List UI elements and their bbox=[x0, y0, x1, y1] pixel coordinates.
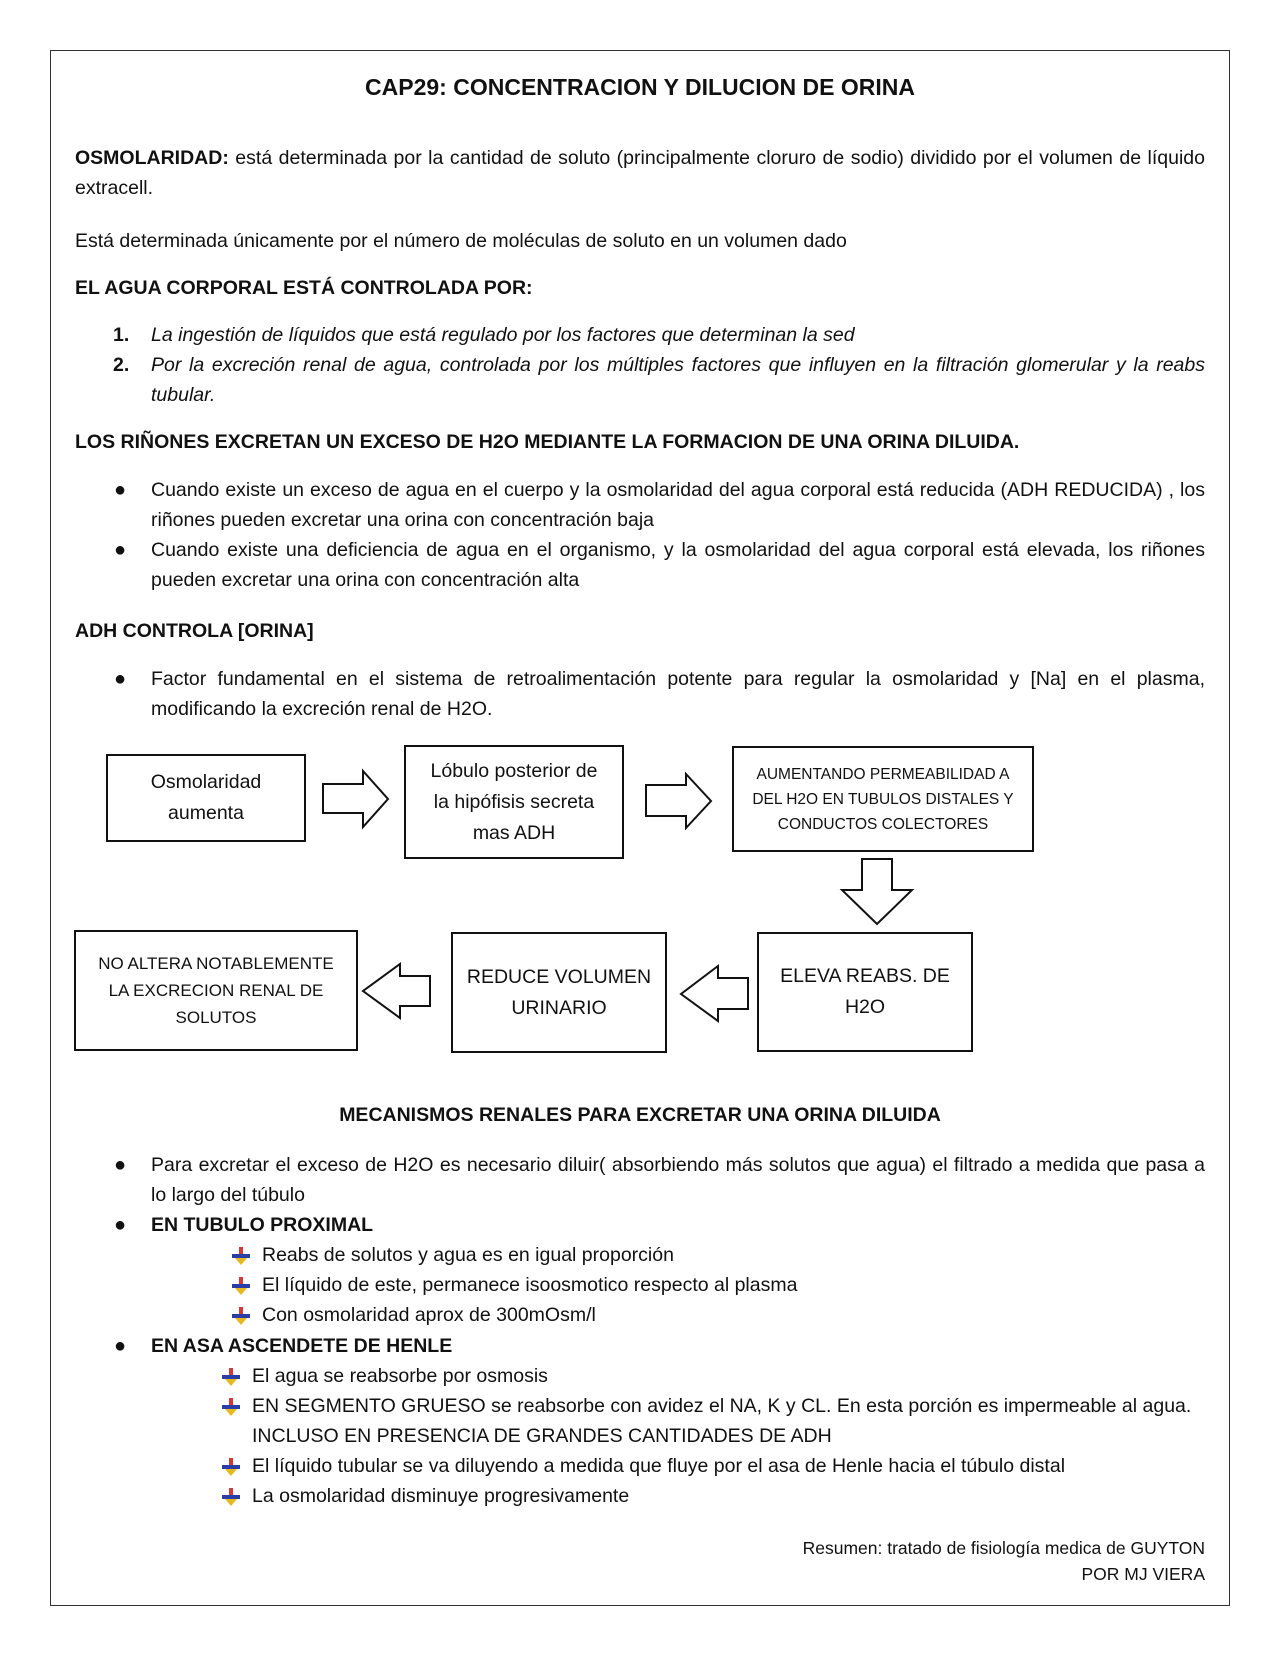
down-arrow-icon bbox=[222, 1458, 240, 1476]
flow-box-line: REDUCE VOLUMEN bbox=[466, 965, 652, 988]
down-arrow-icon bbox=[222, 1488, 240, 1506]
footer-source: Resumen: tratado de fisiología medica de GUYTON bbox=[802, 1538, 1205, 1558]
list-item-text: La ingestión de líquidos que está regulado por los factores que determinan la sed bbox=[151, 324, 855, 346]
list-number: 2. bbox=[113, 354, 130, 376]
list-item-text: EN ASA ASCENDETE DE HENLE bbox=[151, 1335, 453, 1357]
henle-heading-wrap bbox=[114, 1331, 1205, 1361]
list-item-text: Cuando existe un exceso de agua en el cuerpo y la osmolaridad del agua corporal está reducida (ADH REDUCIDA) , los riñones pueden excretar una orina con concentración baja bbox=[151, 479, 1205, 531]
list-item-text: Con osmolaridad aprox de 300mOsm/l bbox=[262, 1304, 596, 1326]
list-item bbox=[252, 1481, 1205, 1511]
list-item-text: EN TUBULO PROXIMAL bbox=[151, 1214, 374, 1236]
bullet-dot-icon: ● bbox=[114, 1154, 127, 1176]
flow-box-line: la hipófisis secreta bbox=[433, 790, 595, 813]
list-item bbox=[252, 1391, 1205, 1451]
list-item-text: Para excretar el exceso de H2O es necesario diluir( absorbiendo más solutos que agua) el filtrado a medida que pasa a lo largo del túbulo bbox=[151, 1154, 1205, 1206]
list-number: 1. bbox=[113, 324, 130, 346]
list-item bbox=[114, 1150, 1205, 1210]
down-arrow-icon bbox=[232, 1307, 250, 1325]
footer-author: POR MJ VIERA bbox=[1081, 1564, 1205, 1584]
osmolaridad-text: está determinada por la cantidad de soluto (principalmente cloruro de sodio) dividido por el volumen de líquido extracell. bbox=[75, 147, 1205, 199]
bullet-dot-icon: ● bbox=[114, 668, 127, 690]
flow-box-line: Lóbulo posterior de bbox=[430, 759, 598, 782]
bullet-dot-icon: ● bbox=[114, 1214, 127, 1236]
list-item-text: La osmolaridad disminuye progresivamente bbox=[252, 1485, 630, 1507]
flow-box-line: NO ALTERA NOTABLEMENTE bbox=[98, 954, 334, 973]
flow-box-line: DEL H2O EN TUBULOS DISTALES Y bbox=[752, 790, 1014, 808]
list-item-text: Factor fundamental en el sistema de retroalimentación potente para regular la osmolaridad y [Na] en el plasma, modificando la excreción renal de H2O. bbox=[151, 668, 1205, 720]
flow-box-line: URINARIO bbox=[511, 996, 607, 1019]
footer bbox=[803, 1535, 1205, 1587]
right-arrow-icon bbox=[646, 774, 711, 828]
page-title: CAP29: CONCENTRACION Y DILUCION DE ORINA bbox=[365, 74, 915, 100]
adh-heading: ADH CONTROLA [ORINA] bbox=[75, 620, 314, 642]
flow-box-line: ELEVA REABS. DE bbox=[780, 965, 950, 987]
osmolaridad-label: OSMOLARIDAD: bbox=[75, 147, 229, 169]
down-arrow-icon bbox=[232, 1247, 250, 1265]
bullet-dot-icon: ● bbox=[114, 479, 127, 501]
list-item bbox=[114, 1210, 1205, 1240]
flow-box-line: mas ADH bbox=[472, 821, 556, 844]
list-item-text: Reabs de solutos y agua es en igual proporción bbox=[262, 1244, 674, 1266]
rinones-heading: LOS RIÑONES EXCRETAN UN EXCESO DE H2O MEDIANTE LA FORMACION DE UNA ORINA DILUIDA. bbox=[75, 431, 1020, 453]
down-arrow-icon bbox=[222, 1398, 240, 1416]
list-item-text: El líquido tubular se va diluyendo a medida que fluye por el asa de Henle hacia el túbulo distal bbox=[252, 1455, 1066, 1477]
flow-box-line: Osmolaridad bbox=[150, 771, 262, 793]
agua-heading: EL AGUA CORPORAL ESTÁ CONTROLADA POR: bbox=[75, 277, 533, 299]
flow-box-line: CONDUCTOS COLECTORES bbox=[777, 815, 989, 833]
down-arrow-icon bbox=[232, 1277, 250, 1295]
left-arrow-icon bbox=[363, 964, 430, 1018]
mecanismos-heading: MECANISMOS RENALES PARA EXCRETAR UNA ORINA DILUIDA bbox=[339, 1104, 941, 1126]
list-item bbox=[114, 1331, 1205, 1361]
bullet-dot-icon: ● bbox=[114, 539, 127, 561]
right-arrow-icon bbox=[323, 771, 388, 827]
bullet-dot-icon: ● bbox=[114, 1335, 127, 1357]
list-item-text: EN SEGMENTO GRUESO se reabsorbe con avidez el NA, K y CL. En esta porción es impermeable al agua. INCLUSO EN PRESENCIA DE GRANDES CANTIDADES DE ADH bbox=[252, 1395, 1192, 1447]
flow-box-line: SOLUTOS bbox=[175, 1008, 257, 1027]
flow-box-line: H2O bbox=[844, 996, 886, 1018]
henle-sublist bbox=[252, 1361, 1205, 1511]
mecanismos-list bbox=[114, 1150, 1205, 1240]
flow-box-line: aumenta bbox=[168, 802, 244, 824]
list-item bbox=[252, 1361, 1205, 1391]
list-item-text: Cuando existe una deficiencia de agua en el organismo, y la osmolaridad del agua corporal está elevada, los riñones pueden excretar una orina con concentración alta bbox=[151, 539, 1205, 591]
proximal-sublist bbox=[262, 1240, 1205, 1330]
osmolaridad-note: Está determinada únicamente por el número de moléculas de soluto en un volumen dado bbox=[75, 230, 847, 252]
list-item-text: El líquido de este, permanece isoosmotico respecto al plasma bbox=[262, 1274, 798, 1296]
down-arrow-icon bbox=[222, 1368, 240, 1386]
flow-box-line: AUMENTANDO PERMEABILIDAD A bbox=[756, 765, 1010, 783]
flow-box-line: LA EXCRECION RENAL DE bbox=[108, 981, 324, 1000]
list-item-text: El agua se reabsorbe por osmosis bbox=[252, 1365, 548, 1387]
list-item-text: Por la excreción renal de agua, controlada por los múltiples factores que influyen en la filtración glomerular y la reabs tubular. bbox=[151, 354, 1205, 406]
list-item bbox=[262, 1270, 1205, 1300]
down-arrow-icon bbox=[842, 859, 912, 924]
left-arrow-icon bbox=[681, 966, 748, 1021]
list-item bbox=[252, 1451, 1205, 1481]
list-item bbox=[262, 1300, 1205, 1330]
list-item bbox=[262, 1240, 1205, 1270]
